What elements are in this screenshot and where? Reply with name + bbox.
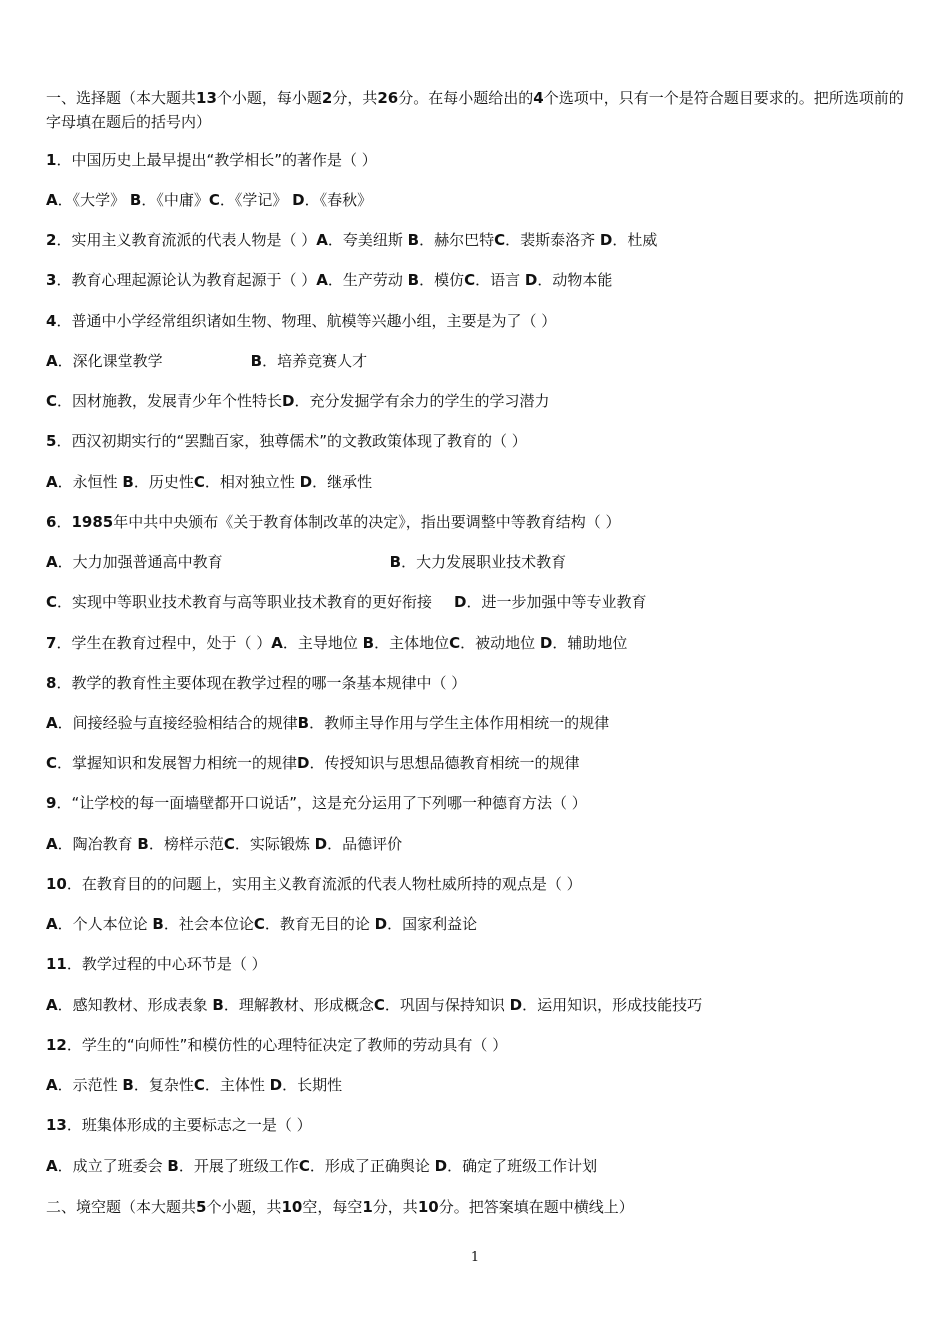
question-7: 7．学生在教育过程中，处于（ ）A．主导地位 B．主体地位C．被动地位 D．辅助地位 [46, 634, 628, 652]
options-q1: A．《大学》 B．《中庸》C．《学记》 D．《春秋》 [46, 191, 373, 209]
options-q4-cd: C．因材施教，发展青少年个性特长D．充分发掘学有余力的学生的学习潜力 [46, 392, 550, 410]
options-q6-cd: C．实现中等职业技术教育与高等职业技术教育的更好衔接 D．进一步加强中等专业教育 [46, 593, 647, 611]
options-q9: A．陶冶教育 B．榜样示范C．实际锻炼 D．品德评价 [46, 835, 403, 853]
options-q8-ab: A．间接经验与直接经验相结合的规律B．教师主导作用与学生主体作用相统一的规律 [46, 714, 610, 732]
options-q13: A．成立了班委会 B．开展了班级工作C．形成了正确舆论 D．确定了班级工作计划 [46, 1157, 598, 1175]
question-2: 2．实用主义教育流派的代表人物是（ ）A．夸美纽斯 B．赫尔巴特C．裴斯泰洛齐 D．杜威 [46, 231, 658, 249]
options-q6-ab: A．大力加强普通高中教育 B．大力发展职业技术教育 [46, 553, 567, 571]
options-q8-cd: C．掌握知识和发展智力相统一的规律D．传授知识与思想品德教育相统一的规律 [46, 754, 580, 772]
options-q12: A．示范性 B．复杂性C．主体性 D．长期性 [46, 1076, 343, 1094]
question-12: 12．学生的“向师性”和模仿性的心理特征决定了教师的劳动具有（ ） [46, 1036, 508, 1054]
question-13: 13．班集体形成的主要标志之一是（ ） [46, 1116, 312, 1134]
options-q10: A．个人本位论 B．社会本位论C．教育无目的论 D．国家利益论 [46, 915, 478, 933]
question-5: 5．西汉初期实行的“罢黜百家，独尊儒术”的文教政策体现了教育的（ ） [46, 432, 527, 450]
section-2-heading: 二、境空题（本大题共5个小题，共10空，每空1分，共10分。把答案填在题中横线上） [46, 1198, 634, 1216]
question-8: 8．教学的教育性主要体现在教学过程的哪一条基本规律中（ ） [46, 674, 467, 692]
question-4: 4．普通中小学经常组织诸如生物、物理、航模等兴趣小组，主要是为了（ ） [46, 312, 557, 330]
question-9: 9．“让学校的每一面墙壁都开口说话”，这是充分运用了下列哪一种德育方法（ ） [46, 794, 587, 812]
section-1-heading: 一、选择题（本大题共13个小题，每小题2分，共26分。在每小题给出的4个选项中，只有一个是符合题目要求的。把所选项前的字母填在题后的括号内） [46, 89, 904, 131]
question-1: 1．中国历史上最早提出“教学相长”的著作是（ ） [46, 151, 377, 169]
page-number: 1 [470, 1250, 480, 1265]
options-q11: A．感知教材、形成表象 B．理解教材、形成概念C．巩固与保持知识 D．运用知识，形成技能技巧 [46, 996, 703, 1014]
question-3: 3．教育心理起源论认为教育起源于（ ）A．生产劳动 B．模仿C．语言 D．动物本能 [46, 271, 613, 289]
options-q5: A．永恒性 B．历史性C．相对独立性 D．继承性 [46, 473, 373, 491]
question-6: 6．1985年中共中央颁布《关于教育体制改革的决定》，指出要调整中等教育结构（ ） [46, 513, 621, 531]
question-11: 11．教学过程的中心环节是（ ） [46, 955, 267, 973]
options-q4-ab: A．深化课堂教学 B．培养竞赛人才 [46, 352, 368, 370]
question-10: 10．在教育目的的问题上，实用主义教育流派的代表人物杜威所持的观点是（ ） [46, 875, 582, 893]
